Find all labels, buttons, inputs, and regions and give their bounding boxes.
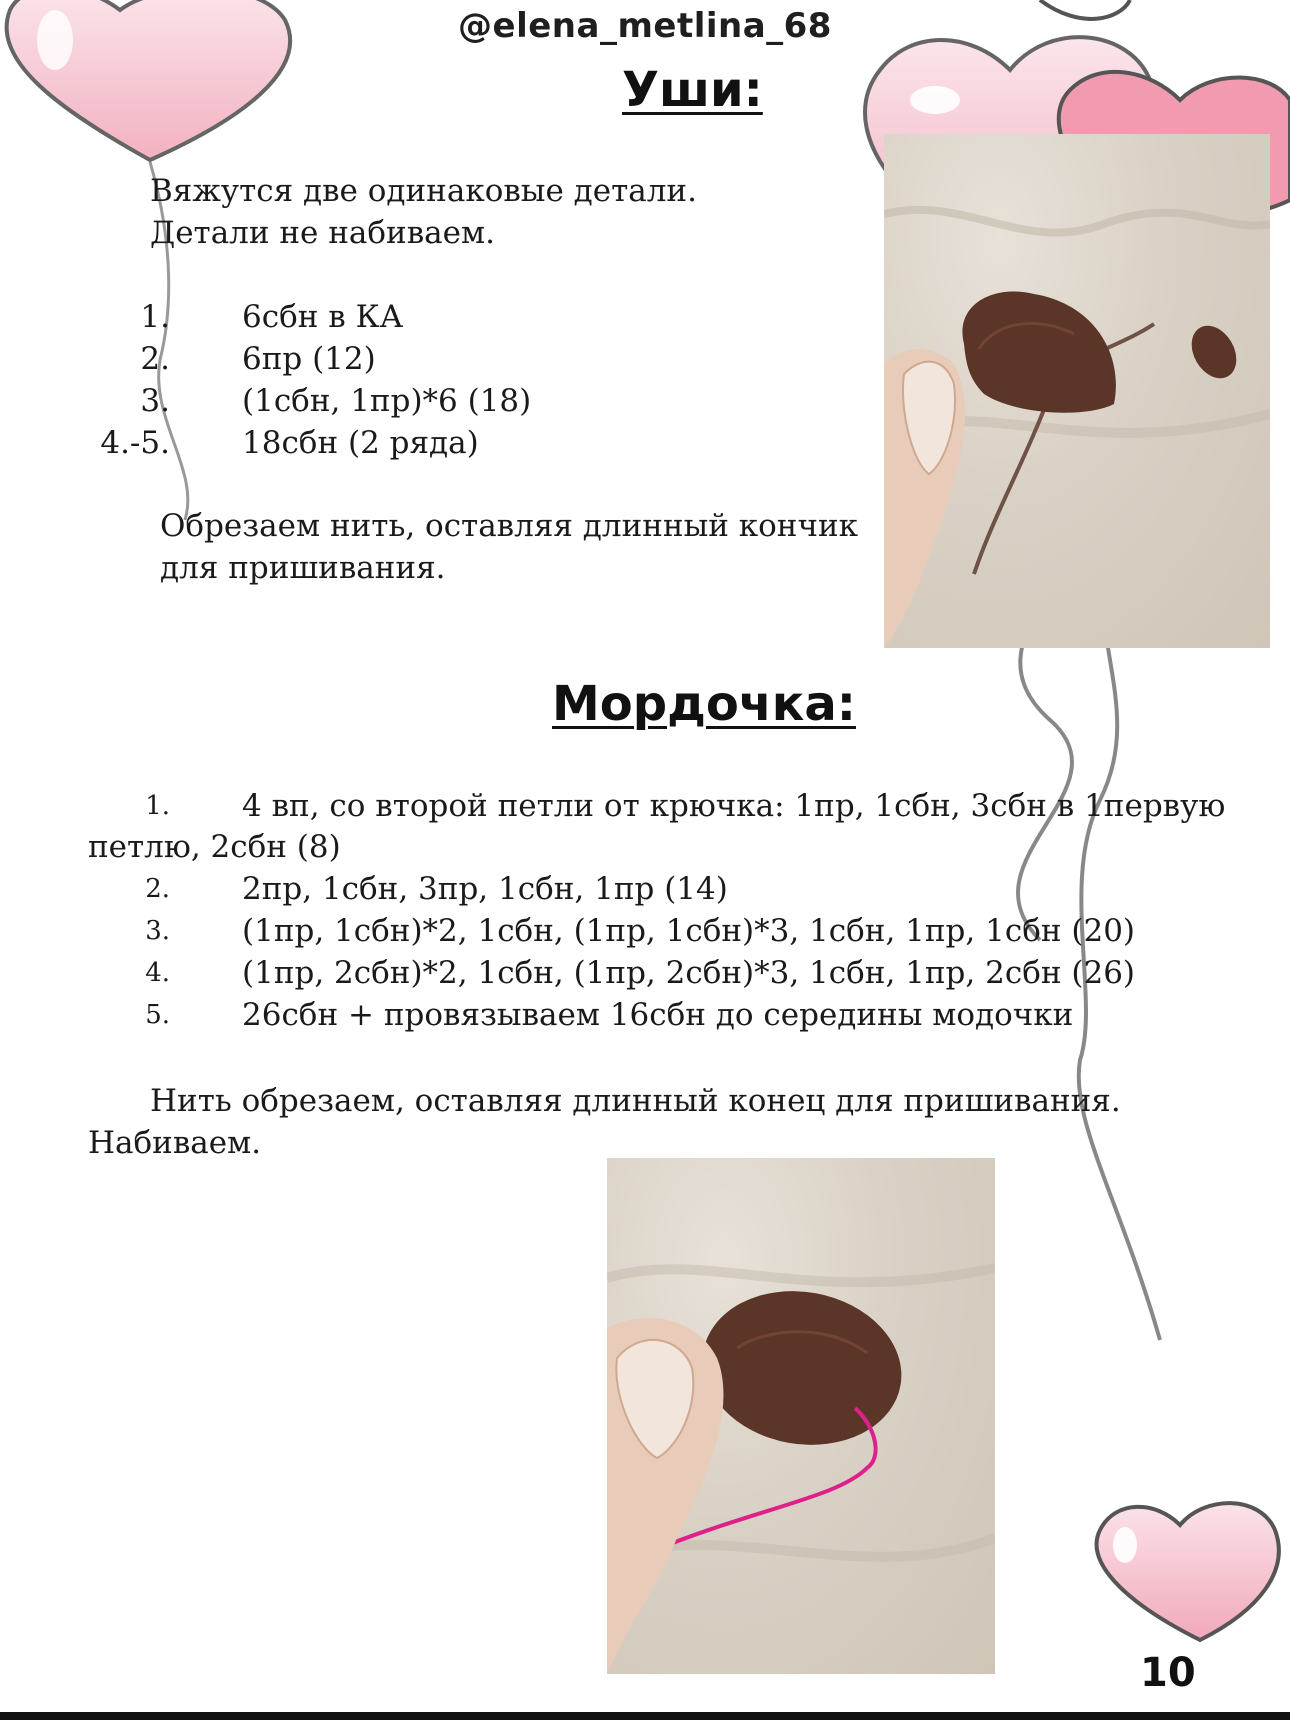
ears-intro-line: Детали не набиваем. — [150, 215, 495, 251]
muzzle-row-text: 26сбн + провязываем 16сбн до середины модочки — [242, 997, 1074, 1033]
muzzle-outro-line: Нить обрезаем, оставляя длинный конец для пришивания. — [150, 1083, 1121, 1119]
muzzle-row-number: 5. — [145, 1000, 170, 1030]
bottom-border — [0, 1712, 1290, 1720]
ears-row-text: 6пр (12) — [242, 341, 376, 377]
muzzle-row-text: (1пр, 2сбн)*2, 1сбн, (1пр, 2сбн)*3, 1сбн, 1пр, 2сбн (26) — [242, 955, 1136, 991]
ears-row-number: 1. — [140, 299, 170, 335]
muzzle-row-continuation: петлю, 2сбн (8) — [88, 829, 341, 865]
ears-intro-line: Вяжутся две одинаковые детали. — [150, 173, 697, 209]
ears-row-number: 2. — [140, 341, 170, 377]
ears-row-text: 6сбн в КА — [242, 299, 404, 335]
ears-outro-line: Обрезаем нить, оставляя длинный кончик — [160, 508, 858, 544]
author-handle: @elena_metlina_68 — [458, 6, 832, 46]
muzzle-row-number: 4. — [145, 958, 170, 988]
muzzle-row-text: 2пр, 1сбн, 3пр, 1сбн, 1пр (14) — [242, 871, 728, 907]
page-number: 10 — [1140, 1650, 1196, 1696]
ears-outro-line: для пришивания. — [160, 550, 446, 586]
muzzle-title: Мордочка: — [552, 676, 856, 732]
ears-row-text: (1сбн, 1пр)*6 (18) — [242, 383, 532, 419]
muzzle-row-text: 4 вп, со второй петли от крючка: 1пр, 1сбн, 3сбн в 1первую — [242, 788, 1226, 824]
ear-photo — [884, 134, 1270, 648]
muzzle-outro-line: Набиваем. — [88, 1125, 262, 1161]
ears-row-text: 18сбн (2 ряда) — [242, 425, 479, 461]
muzzle-row-number: 3. — [145, 916, 170, 946]
ears-title: Уши: — [622, 62, 763, 118]
ears-row-number: 3. — [140, 383, 170, 419]
muzzle-row-number: 2. — [145, 874, 170, 904]
muzzle-photo — [607, 1158, 995, 1674]
muzzle-row-number: 1. — [145, 791, 170, 821]
muzzle-row-text: (1пр, 1сбн)*2, 1сбн, (1пр, 1сбн)*3, 1сбн, 1пр, 1сбн (20) — [242, 913, 1136, 949]
ears-row-number: 4.-5. — [100, 425, 170, 461]
